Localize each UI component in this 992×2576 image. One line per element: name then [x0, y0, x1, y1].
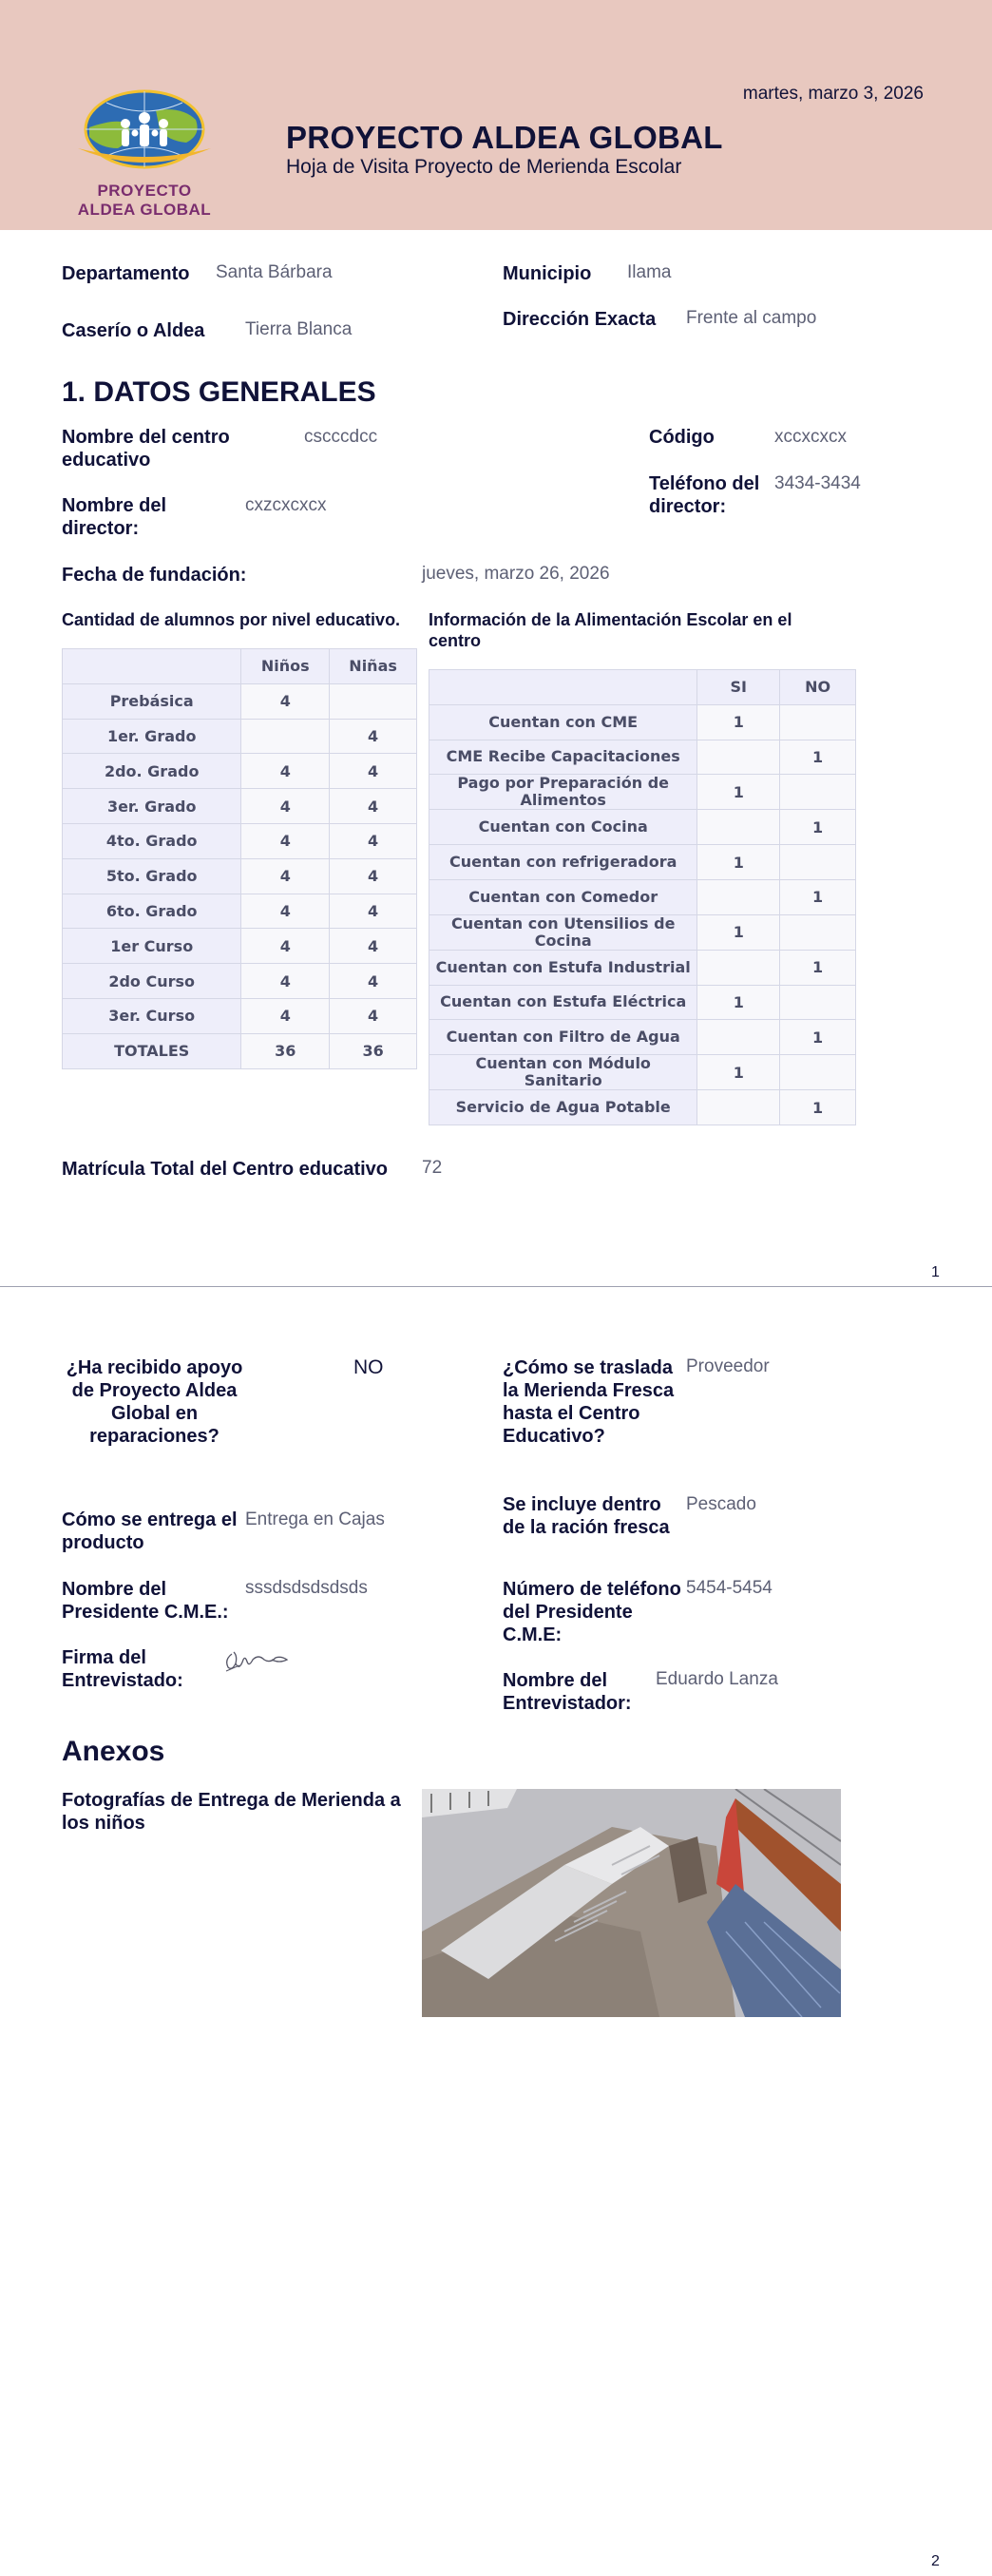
- page-title: PROYECTO ALDEA GLOBAL: [286, 120, 723, 155]
- centro-value: cscccdcc: [304, 427, 378, 447]
- fundacion-label: Fecha de fundación:: [62, 565, 247, 586]
- alumnos-ninos-cell: 4: [241, 683, 330, 719]
- tel-presidente-value: 5454-5454: [686, 1578, 773, 1598]
- presidente-label: Nombre del Presidente C.M.E.:: [62, 1579, 229, 1623]
- alimentacion-item-cell: Cuentan con Comedor: [429, 879, 697, 914]
- matricula-value: 72: [422, 1158, 443, 1178]
- alumnos-nivel-cell: Prebásica: [63, 683, 241, 719]
- racion-value: Pescado: [686, 1494, 756, 1514]
- caserio-label: Caserío o Aldea: [62, 320, 205, 341]
- alimentacion-row: [429, 1020, 856, 1055]
- alumnos-row: [63, 998, 417, 1033]
- alumnos-nivel-cell: 3er. Curso: [63, 998, 241, 1033]
- alimentacion-no-cell: [780, 845, 856, 880]
- direccion-value: Frente al campo: [686, 308, 817, 328]
- direccion-label: Dirección Exacta: [503, 309, 657, 330]
- municipio-value: Ilama: [627, 262, 672, 282]
- centro-label: Nombre del centro educativo: [62, 427, 230, 471]
- alimentacion-item-cell: Cuentan con Utensilios de Cocina: [429, 914, 697, 950]
- alimentacion-row: [429, 775, 856, 810]
- alimentacion-si-cell: [697, 1090, 780, 1125]
- alimentacion-si-cell: [697, 810, 780, 845]
- alumnos-ninos-cell: 4: [241, 823, 330, 858]
- presidente-value: sssdsdsdsdsds: [245, 1578, 368, 1598]
- alumnos-ninas-cell: 4: [330, 998, 417, 1033]
- alumnos-header-cell: Niños: [241, 649, 330, 684]
- alumnos-row: [63, 894, 417, 929]
- alimentacion-no-cell: 1: [780, 1090, 856, 1125]
- fundacion-value: jueves, marzo 26, 2026: [422, 564, 610, 584]
- alimentacion-row: [429, 704, 856, 740]
- page-number-1: 1: [931, 1264, 940, 1280]
- alumnos-ninos-cell: 4: [241, 894, 330, 929]
- alimentacion-item-cell: Cuentan con refrigeradora: [429, 845, 697, 880]
- page-number-2: 2: [931, 2553, 940, 2569]
- alimentacion-no-cell: 1: [780, 1020, 856, 1055]
- anexos-title: Anexos: [62, 1736, 165, 1767]
- alumnos-row: [63, 789, 417, 824]
- caserio-value: Tierra Blanca: [245, 319, 353, 339]
- alimentacion-si-cell: [697, 950, 780, 985]
- alimentacion-item-cell: Cuentan con Estufa Industrial: [429, 950, 697, 985]
- municipio-label: Municipio: [503, 263, 592, 284]
- alumnos-nivel-cell: 2do. Grado: [63, 754, 241, 789]
- alumnos-nivel-cell: 1er. Grado: [63, 719, 241, 754]
- alimentacion-no-cell: [780, 914, 856, 950]
- alimentacion-si-cell: [697, 1020, 780, 1055]
- alimentacion-si-cell: 1: [697, 845, 780, 880]
- alimentacion-si-cell: 1: [697, 985, 780, 1020]
- signature-icon: [220, 1646, 291, 1675]
- alumnos-ninos-cell: 4: [241, 964, 330, 999]
- apoyo-label: ¿Ha recibido apoyo de Proyecto Aldea Global en reparaciones?: [66, 1357, 243, 1447]
- traslado-label: ¿Cómo se traslada la Merienda Fresca hasta el Centro Educativo?: [503, 1357, 675, 1447]
- alumnos-ninos-cell: 4: [241, 929, 330, 964]
- alumnos-row: [63, 683, 417, 719]
- alimentacion-item-cell: Pago por Preparación de Alimentos: [429, 775, 697, 810]
- header-date: martes, marzo 3, 2026: [742, 84, 924, 104]
- firma-label: Firma del Entrevistado:: [62, 1647, 183, 1691]
- alimentacion-si-cell: [697, 740, 780, 775]
- entrevistador-value: Eduardo Lanza: [656, 1669, 778, 1689]
- logo: [68, 82, 220, 219]
- director-value: cxzcxcxcx: [245, 495, 327, 515]
- alimentacion-row: [429, 845, 856, 880]
- alumnos-ninos-cell: 4: [241, 754, 330, 789]
- alumnos-ninos-cell: 4: [241, 858, 330, 894]
- alimentacion-row: [429, 1090, 856, 1125]
- logo-text-1: PROYECTO: [97, 182, 192, 200]
- alumnos-nivel-cell: 5to. Grado: [63, 858, 241, 894]
- alimentacion-item-cell: Cuentan con Estufa Eléctrica: [429, 985, 697, 1020]
- alimentacion-no-cell: 1: [780, 810, 856, 845]
- telefono-label: Teléfono del director:: [649, 473, 760, 517]
- section-title-datos-generales: 1. DATOS GENERALES: [62, 376, 376, 408]
- alumnos-ninas-cell: 36: [330, 1033, 417, 1068]
- departamento-label: Departamento: [62, 263, 190, 284]
- alumnos-ninas-cell: 4: [330, 964, 417, 999]
- tel-presidente-label: Número de teléfono del Presidente C.M.E:: [503, 1579, 681, 1645]
- alimentacion-row: [429, 810, 856, 845]
- alumnos-nivel-cell: 1er Curso: [63, 929, 241, 964]
- alumnos-row: [63, 1033, 417, 1068]
- alumnos-ninas-cell: 4: [330, 719, 417, 754]
- alimentacion-no-cell: [780, 1055, 856, 1090]
- alimentacion-row: [429, 914, 856, 950]
- alimentacion-no-cell: 1: [780, 950, 856, 985]
- codigo-label: Código: [649, 427, 715, 448]
- alimentacion-row: [429, 740, 856, 775]
- alumnos-table: [62, 648, 417, 1069]
- globe-logo-icon: [68, 82, 220, 173]
- alumnos-table-caption: Cantidad de alumnos por nivel educativo.: [62, 610, 401, 629]
- alumnos-row: [63, 964, 417, 999]
- alumnos-ninas-cell: 4: [330, 858, 417, 894]
- alimentacion-si-cell: 1: [697, 1055, 780, 1090]
- alumnos-nivel-cell: 6to. Grado: [63, 894, 241, 929]
- alumnos-row: [63, 929, 417, 964]
- alimentacion-table: [429, 669, 856, 1125]
- alumnos-row: [63, 858, 417, 894]
- codigo-value: xccxcxcx: [774, 427, 847, 447]
- alimentacion-si-cell: 1: [697, 914, 780, 950]
- alumnos-header-cell: [63, 649, 241, 684]
- alimentacion-item-cell: Servicio de Agua Potable: [429, 1090, 697, 1125]
- alumnos-row: [63, 719, 417, 754]
- director-label: Nombre del director:: [62, 495, 167, 539]
- alimentacion-header-cell: NO: [780, 670, 856, 705]
- entrevistador-label: Nombre del Entrevistador:: [503, 1670, 632, 1714]
- alumnos-ninos-cell: [241, 719, 330, 754]
- alimentacion-row: [429, 950, 856, 985]
- alimentacion-no-cell: 1: [780, 879, 856, 914]
- alumnos-ninas-cell: 4: [330, 929, 417, 964]
- alumnos-ninos-cell: 4: [241, 789, 330, 824]
- alimentacion-no-cell: [780, 704, 856, 740]
- alumnos-nivel-cell: 4to. Grado: [63, 823, 241, 858]
- alimentacion-header-row: [429, 670, 856, 705]
- page-subtitle: Hoja de Visita Proyecto de Merienda Escolar: [286, 156, 682, 178]
- alumnos-ninas-cell: 4: [330, 823, 417, 858]
- alumnos-row: [63, 754, 417, 789]
- traslado-value: Proveedor: [686, 1356, 770, 1376]
- matricula-label: Matrícula Total del Centro educativo: [62, 1159, 389, 1180]
- page-divider: [0, 1286, 992, 1287]
- alimentacion-item-cell: CME Recibe Capacitaciones: [429, 740, 697, 775]
- alimentacion-header-cell: SI: [697, 670, 780, 705]
- alumnos-ninos-cell: 36: [241, 1033, 330, 1068]
- annex-photo: [422, 1789, 841, 2017]
- alumnos-ninas-cell: 4: [330, 894, 417, 929]
- alimentacion-no-cell: 1: [780, 740, 856, 775]
- alumnos-header-cell: Niñas: [330, 649, 417, 684]
- alimentacion-row: [429, 1055, 856, 1090]
- alumnos-row: [63, 823, 417, 858]
- alumnos-nivel-cell: TOTALES: [63, 1033, 241, 1068]
- alimentacion-si-cell: 1: [697, 704, 780, 740]
- alimentacion-si-cell: 1: [697, 775, 780, 810]
- alumnos-ninas-cell: [330, 683, 417, 719]
- fotos-label: Fotografías de Entrega de Merienda a los niños: [62, 1790, 401, 1834]
- alumnos-ninos-cell: 4: [241, 998, 330, 1033]
- alimentacion-table-caption: Información de la Alimentación Escolar en el centro: [429, 610, 792, 650]
- alumnos-header-row: [63, 649, 417, 684]
- alumnos-nivel-cell: 3er. Grado: [63, 789, 241, 824]
- alimentacion-row: [429, 985, 856, 1020]
- alimentacion-si-cell: [697, 879, 780, 914]
- telefono-value: 3434-3434: [774, 473, 861, 493]
- alimentacion-header-cell: [429, 670, 697, 705]
- alimentacion-item-cell: Cuentan con Filtro de Agua: [429, 1020, 697, 1055]
- departamento-value: Santa Bárbara: [216, 262, 333, 282]
- apoyo-value: NO: [353, 1356, 384, 1378]
- alimentacion-no-cell: [780, 775, 856, 810]
- alimentacion-item-cell: Cuentan con Módulo Sanitario: [429, 1055, 697, 1090]
- alimentacion-item-cell: Cuentan con Cocina: [429, 810, 697, 845]
- entrega-value: Entrega en Cajas: [245, 1509, 385, 1529]
- alimentacion-row: [429, 879, 856, 914]
- racion-label: Se incluye dentro de la ración fresca: [503, 1494, 670, 1538]
- alumnos-nivel-cell: 2do Curso: [63, 964, 241, 999]
- alumnos-ninas-cell: 4: [330, 754, 417, 789]
- entrega-label: Cómo se entrega el producto: [62, 1509, 238, 1553]
- alimentacion-item-cell: Cuentan con CME: [429, 704, 697, 740]
- logo-text-2: ALDEA GLOBAL: [77, 201, 212, 219]
- alumnos-ninas-cell: 4: [330, 789, 417, 824]
- alimentacion-no-cell: [780, 985, 856, 1020]
